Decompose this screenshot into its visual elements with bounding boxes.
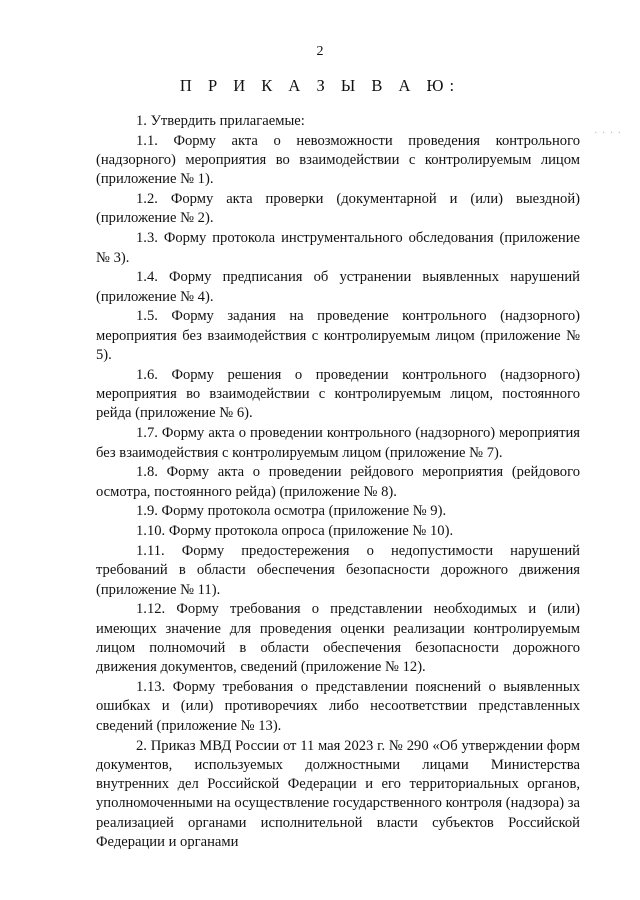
paragraph-1-1: 1.1. Форму акта о невозможности проведения контрольного (надзорного) мероприятия во взаимодействии с контролируемым лицом (приложение № 1). — [96, 132, 580, 188]
paragraph-1-5: 1.5. Форму задания на проведение контрольного (надзорного) мероприятия без взаимодействия с контролируемым лицом (приложение № 5). — [96, 308, 580, 364]
paragraph-1-13: 1.13. Форму требования о представлении пояснений о выявленных ошибках и (или) противоречиях либо несоответствии представленных сведений (приложение № 13). — [96, 679, 580, 734]
paragraph-1-9: 1.9. Форму протокола осмотра (приложение № 9). — [136, 503, 447, 520]
paragraph-1-3: 1.3. Форму протокола инструментального обследования (приложение № 3). — [96, 230, 580, 266]
order-heading: П Р И К А З Ы В А Ю: — [179, 76, 461, 95]
paragraph-1-10: 1.10. Форму протокола опроса (приложение № 10). — [136, 523, 454, 540]
paragraph-1-2: 1.2. Форму акта проверки (документарной и (или) выездной) (приложение № 2). — [96, 191, 580, 227]
paragraph-1-7: 1.7. Форму акта о проведении контрольного (надзорного) мероприятия без взаимодействия с контролируемым лицом (приложение № 7). — [96, 425, 580, 461]
paragraph-1-6: 1.6. Форму решения о проведении контрольного (надзорного) мероприятия во взаимодействии с контролируемым лицом, постоянного рейда (приложение № 6). — [96, 366, 580, 422]
paragraph-1-12: 1.12. Форму требования о представлении необходимых и (или) имеющих значение для проведения оценки реализации контролируемым лицом полномочий в области обеспечения безопасности дорожного движения документов, сведений (приложение № 12). — [96, 601, 580, 676]
paragraph-1-8: 1.8. Форму акта о проведении рейдового мероприятия (рейдового осмотра, постоянного рейда) (приложение № 8). — [96, 464, 580, 500]
paragraph-1-4: 1.4. Форму предписания об устранении выявленных нарушений (приложение № 4). — [96, 269, 580, 305]
paragraph-2: 2. Приказ МВД России от 11 мая 2023 г. № 290 «Об утверждении форм документов, используемых должностными лицами Министерства внутренних дел Российской Федерации и его территориальных органов, уполномоченными на осуществление государственного контроля (надзора) за реализацией органами исполнительной власти субъектов Российской Федерации и органами — [96, 737, 580, 850]
document-body — [96, 112, 580, 853]
paragraph-1: 1. Утвердить прилагаемые: — [136, 113, 305, 129]
scan-artifact: · · · · — [594, 128, 622, 139]
page-number: 2 — [316, 44, 324, 59]
paragraph-1-11: 1.11. Форму предостережения о недопустимости нарушений требований в области обеспечения безопасности дорожного движения (приложение № 11). — [96, 543, 580, 598]
